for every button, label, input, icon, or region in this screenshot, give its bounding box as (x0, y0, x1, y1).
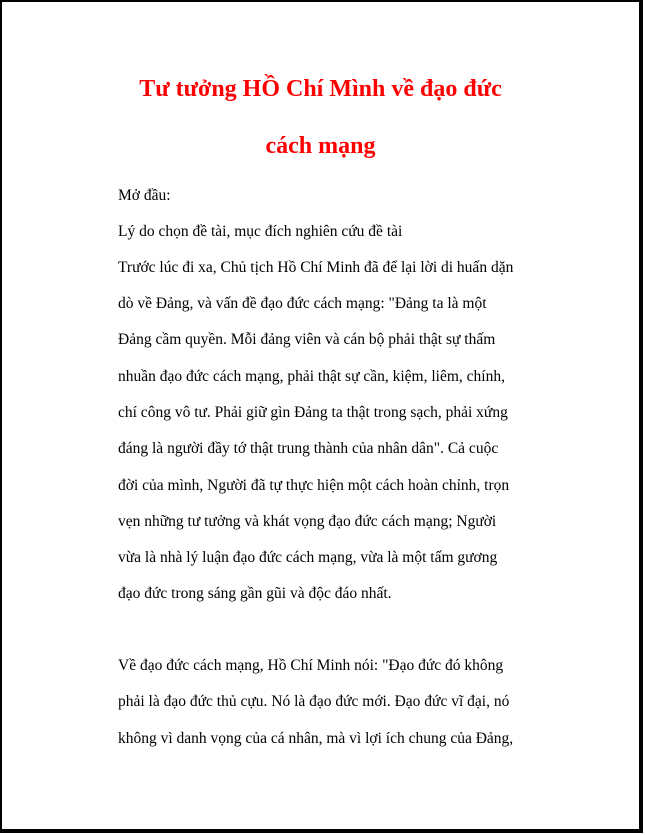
paragraph-1-line: Trước lúc đi xa, Chủ tịch Hồ Chí Minh đã để lại lời di huấn dặn (118, 259, 514, 276)
paragraph-1-line: nhuần đạo đức cách mạng, phải thật sự cần, kiệm, liêm, chính, (118, 368, 505, 385)
section-subheading: Lý do chọn đề tài, mục đích nghiên cứu đề tài (118, 223, 403, 240)
paragraph-1-line: vừa là nhà lý luận đạo đức cách mạng, vừa là một tấm gương (118, 549, 498, 566)
section-heading: Mở đầu: (118, 187, 171, 204)
paragraph-1-line: đáng là người đầy tớ thật trung thành của nhân dân". Cả cuộc (118, 440, 499, 457)
document-title-line-2: cách mạng (265, 133, 376, 159)
paragraph-2-line: Về đạo đức cách mạng, Hồ Chí Minh nói: "Đạo đức đó không (118, 657, 504, 674)
paragraph-1-line: dò về Đảng, và vấn đề đạo đức cách mạng: "Đảng ta là một (118, 295, 487, 312)
document-title-line-1: Tư tưởng HỒ Chí Mình về đạo đức (139, 76, 502, 102)
paragraph-2-line: không vì danh vọng của cá nhân, mà vì lợi ích chung của Đảng, (118, 730, 514, 747)
paragraph-1-line: chí công vô tư. Phải giữ gìn Đảng ta thật trong sạch, phải xứng (118, 404, 508, 421)
paragraph-1-line: đạo đức trong sáng gần gũi và độc đáo nhất. (118, 585, 392, 602)
paragraph-1-line: đời của mình, Người đã tự thực hiện một cách hoàn chỉnh, trọn (118, 477, 510, 494)
paragraph-1-line: vẹn những tư tưởng và khát vọng đạo đức cách mạng; Người (118, 513, 497, 530)
paragraph-2-line: phải là đạo đức thủ cựu. Nó là đạo đức mới. Đạo đức vĩ đại, nó (118, 693, 510, 710)
paragraph-1-line: Đảng cầm quyền. Mỗi đảng viên và cán bộ phải thật sự thấm (118, 331, 496, 348)
